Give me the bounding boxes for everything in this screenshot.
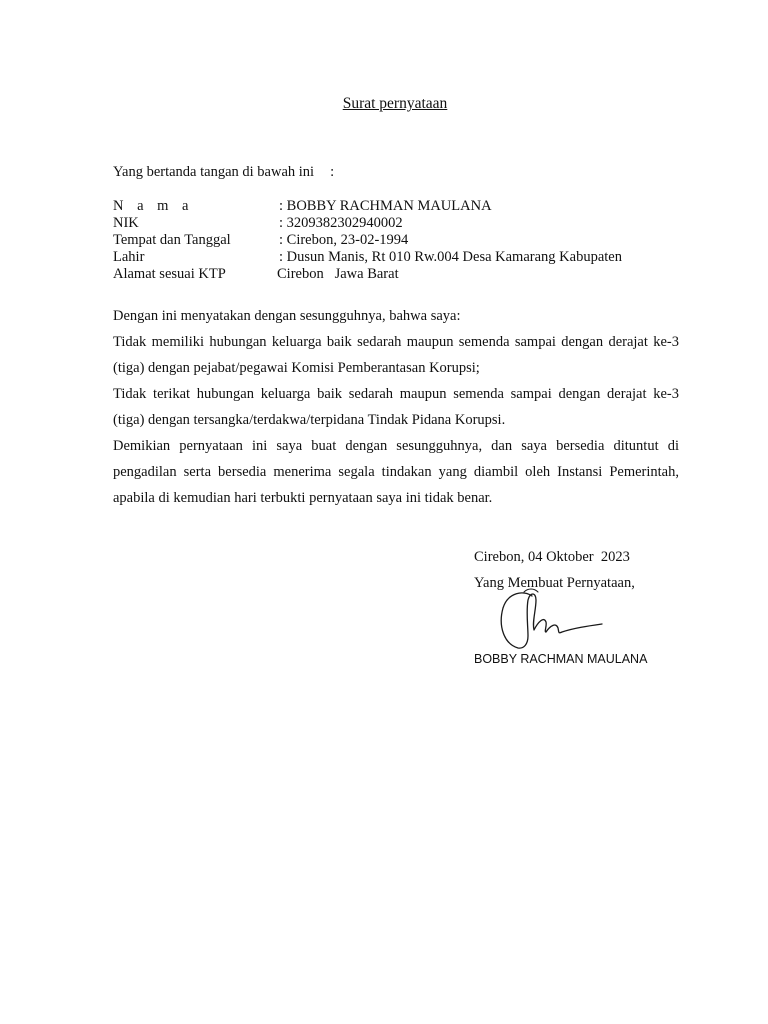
statement-intro: Dengan ini menyatakan dengan sesungguhnya, bahwa saya: — [113, 308, 461, 324]
signer-role: Yang Membuat Pernyataan, — [474, 575, 635, 591]
statement-point-2: Tidak terikat hubungan keluarga baik sedarah maupun semenda sampai dengan derajat ke-3 (tiga) dengan tersangka/terdakwa/terpidana Tindak Pidana Korupsi. — [113, 386, 679, 428]
address-value-line-2: Cirebon Jawa Barat — [277, 266, 399, 282]
address-value-line-1: : Dusun Manis, Rt 010 Rw.004 Desa Kamarang Kabupaten — [279, 249, 622, 265]
name-label: N a m a — [113, 198, 194, 214]
birth-value: : Cirebon, 23-02-1994 — [279, 232, 409, 248]
address-label: Alamat sesuai KTP — [113, 266, 226, 282]
intro-colon: : — [330, 164, 335, 180]
intro-line — [113, 164, 334, 181]
birth-label-line-1: Tempat dan Tanggal — [113, 232, 231, 248]
intro-text: Yang bertanda tangan di bawah ini — [113, 164, 315, 180]
statement-point-1: Tidak memiliki hubungan keluarga baik sedarah maupun semenda sampai dengan derajat ke-3 (tiga) dengan pejabat/pegawai Komisi Pemberantasan Korupsi; — [113, 334, 679, 376]
document-title: Surat pernyataan — [342, 95, 448, 112]
nik-value: : 3209382302940002 — [279, 215, 403, 231]
name-value: : BOBBY RACHMAN MAULANA — [279, 198, 492, 214]
birth-label-line-2: Lahir — [113, 249, 145, 265]
nik-label: NIK — [113, 215, 139, 231]
statement-closing: Demikian pernyataan ini saya buat dengan sesungguhnya, dan saya bersedia dituntut di pengadilan serta bersedia menerima segala tindakan yang diambil oleh Instansi Pemerintah, apabila di kemudian hari terbukti pernyataan saya ini tidak benar. — [113, 438, 679, 506]
statement-body — [113, 303, 679, 511]
handwritten-signature — [494, 586, 606, 656]
place-date: Cirebon, 04 Oktober 2023 — [474, 549, 630, 565]
signer-name: BOBBY RACHMAN MAULANA — [474, 652, 648, 666]
